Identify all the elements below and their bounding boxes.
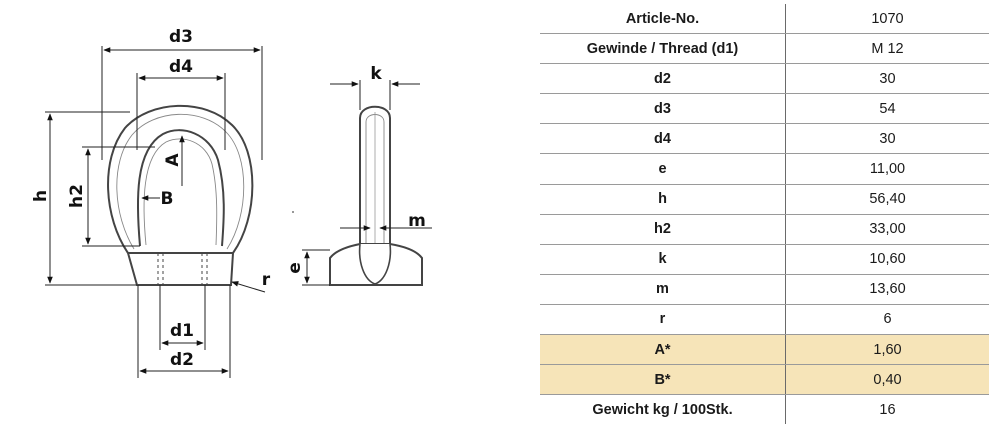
spec-key: A* bbox=[540, 335, 786, 365]
spec-value: 13,60 bbox=[786, 274, 990, 304]
dim-label-B: B bbox=[160, 189, 174, 209]
spec-key: d2 bbox=[540, 64, 786, 94]
dim-label-r: r bbox=[261, 270, 271, 290]
dim-label-m: m bbox=[408, 211, 426, 231]
table-row bbox=[540, 124, 989, 154]
table-row-highlighted bbox=[540, 365, 989, 395]
table-row bbox=[540, 274, 989, 304]
spec-value: 56,40 bbox=[786, 184, 990, 214]
table-row bbox=[540, 184, 989, 214]
table-row bbox=[540, 395, 989, 425]
front-view bbox=[108, 106, 252, 285]
spec-key: Gewicht kg / 100Stk. bbox=[540, 395, 786, 425]
dim-label-h2: h2 bbox=[67, 184, 87, 208]
dim-label-d3: d3 bbox=[169, 27, 193, 47]
spec-value: 30 bbox=[786, 64, 990, 94]
spec-table bbox=[540, 4, 989, 424]
spec-value: 1070 bbox=[786, 4, 990, 34]
spec-key: B* bbox=[540, 365, 786, 395]
spec-value: 1,60 bbox=[786, 335, 990, 365]
spec-key: d3 bbox=[540, 94, 786, 124]
dim-label-k: k bbox=[370, 64, 382, 84]
spec-value: 54 bbox=[786, 94, 990, 124]
spec-value: 30 bbox=[786, 124, 990, 154]
spec-key: h bbox=[540, 184, 786, 214]
table-row bbox=[540, 214, 989, 244]
dim-label-d4: d4 bbox=[169, 57, 193, 77]
dim-label-d2: d2 bbox=[170, 350, 194, 370]
dim-label-A: A bbox=[163, 153, 183, 167]
spec-value: 11,00 bbox=[786, 154, 990, 184]
dim-label-d1: d1 bbox=[170, 321, 194, 341]
table-row bbox=[540, 244, 989, 274]
table-row bbox=[540, 34, 989, 64]
side-view bbox=[330, 107, 422, 285]
table-row-highlighted bbox=[540, 335, 989, 365]
stray-dot bbox=[292, 211, 294, 213]
spec-key: e bbox=[540, 154, 786, 184]
spec-key: Gewinde / Thread (d1) bbox=[540, 34, 786, 64]
spec-value: M 12 bbox=[786, 34, 990, 64]
spec-key: r bbox=[540, 304, 786, 334]
spec-key: m bbox=[540, 274, 786, 304]
spec-value: 10,60 bbox=[786, 244, 990, 274]
spec-value: 16 bbox=[879, 401, 896, 418]
spec-value: 6 bbox=[786, 304, 990, 334]
table-row bbox=[540, 4, 989, 34]
spec-key: d4 bbox=[540, 124, 786, 154]
spec-key: Article-No. bbox=[540, 4, 786, 34]
spec-key: k bbox=[540, 244, 786, 274]
spec-value: 0,40 bbox=[786, 365, 990, 395]
front-dimensions bbox=[45, 46, 265, 378]
spec-value: 33,00 bbox=[786, 214, 990, 244]
table-row bbox=[540, 154, 989, 184]
dim-label-h: h bbox=[31, 189, 51, 203]
table-row bbox=[540, 64, 989, 94]
table-row bbox=[540, 304, 989, 334]
dim-label-e: e bbox=[285, 262, 305, 274]
spec-key: h2 bbox=[540, 214, 786, 244]
table-row bbox=[540, 94, 989, 124]
